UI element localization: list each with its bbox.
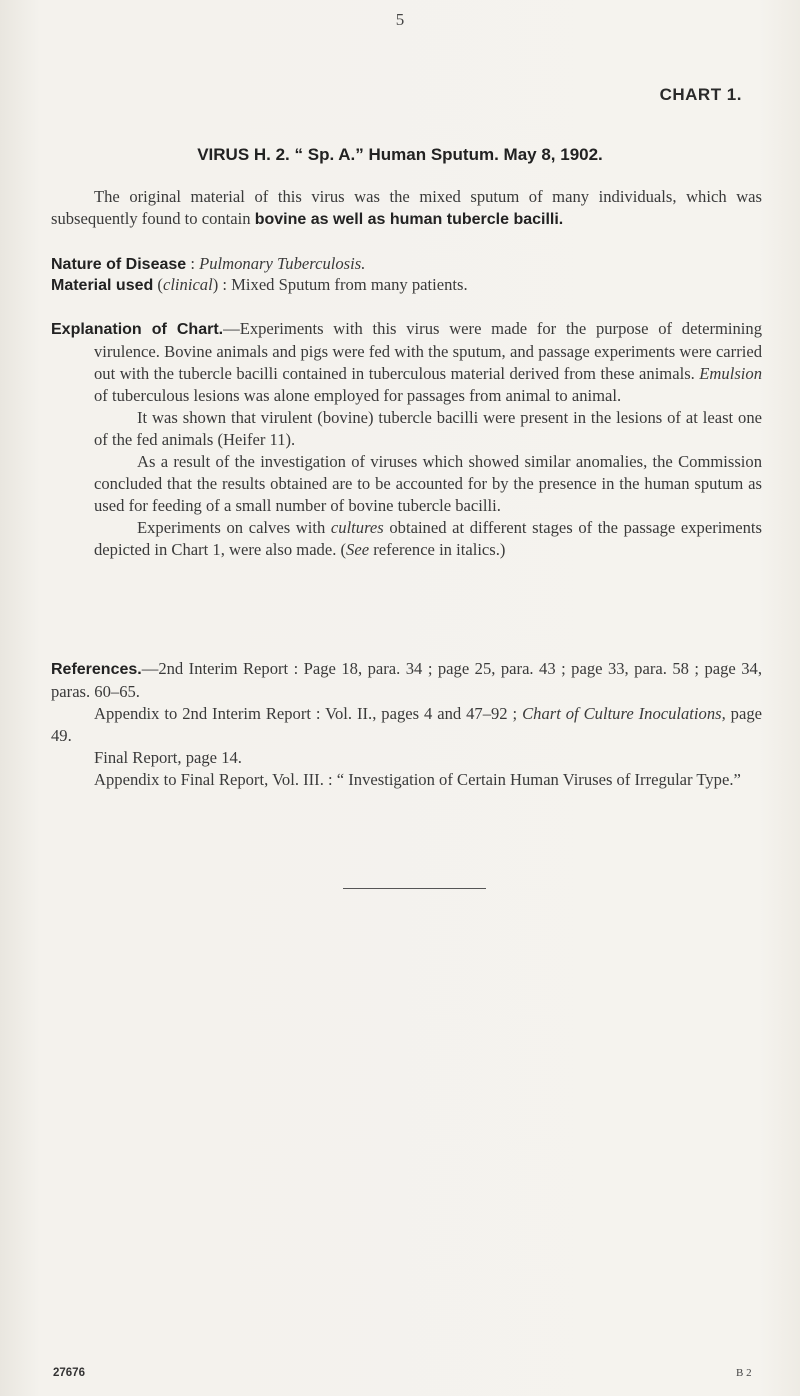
explanation-p4-see: See xyxy=(346,540,370,559)
nature-line xyxy=(51,253,762,276)
nature-value: Pulmonary Tuberculosis. xyxy=(199,254,366,273)
intro-paragraph xyxy=(51,186,762,231)
explanation-italic1: Emulsion xyxy=(699,364,762,383)
material-label: Material used xyxy=(51,277,154,294)
explanation-p1 xyxy=(51,318,762,407)
footer-signature: B 2 xyxy=(736,1367,752,1379)
material-line xyxy=(51,274,762,297)
footer-print-code: 27676 xyxy=(53,1367,85,1379)
references-line2-before: Appendix to 2nd Interim Report : Vol. II., pages 4 and 47–92 ; xyxy=(94,704,523,723)
explanation-label: Explanation of Chart. xyxy=(51,321,224,338)
page-number: 5 xyxy=(395,10,405,29)
nature-sep: : xyxy=(186,254,200,273)
references-line3: Final Report, page 14. xyxy=(94,748,242,767)
chart-label: CHART 1. xyxy=(659,85,742,104)
references-line2-italic: Chart of Culture Inoculations, xyxy=(522,704,726,723)
section-divider xyxy=(343,888,486,889)
explanation-p4-after: obtained at different stages of the passage experiments depicted in Chart 1, were also made. ( xyxy=(94,518,762,559)
intro-plain: The original material of this virus was the mixed sputum of many individuals, which was subsequently found to contain xyxy=(51,187,762,228)
explanation-p4 xyxy=(51,517,762,561)
intro-bold: bovine as well as human tubercle bacilli. xyxy=(254,211,564,228)
explanation-text1: —Experiments with this virus were made for the purpose of determining virulence. Bovine animals and pigs were fed with the sputum, and passage experiments were carried out with the tubercle bacilli contained in tuberculous material derived from these animals. xyxy=(94,319,762,383)
explanation-p3: As a result of the investigation of viruses which showed similar anomalies, the Commission concluded that the results obtained are to be accounted for by the presence in the human sputum as used for feeding of a small number of bovine tubercle bacilli. xyxy=(94,452,762,515)
material-value: : Mixed Sputum from many patients. xyxy=(218,275,468,294)
references-line4: Appendix to Final Report, Vol. III. : “ Investigation of Certain Human Viruses of Irregular Type.” xyxy=(94,770,741,789)
explanation-text2: of tuberculous lesions was alone employed for passages from animal to animal. xyxy=(94,386,622,405)
nature-text xyxy=(51,253,762,276)
explanation-p4-italic: cultures xyxy=(330,518,384,537)
explanation-p4-end: reference in italics.) xyxy=(369,540,506,559)
references-section xyxy=(51,658,762,791)
references-label: References. xyxy=(51,661,142,678)
nature-label: Nature of Disease xyxy=(51,256,187,273)
explanation-p4-before: Experiments on calves with xyxy=(137,518,331,537)
references-line1 xyxy=(51,658,762,703)
material-qualifier: clinical xyxy=(162,275,213,294)
page-title: VIRUS H. 2. “ Sp. A.” Human Sputum. May 8, 1902. xyxy=(197,145,603,164)
explanation-section xyxy=(51,318,762,561)
references-line1-text: —2nd Interim Report : Page 18, para. 34 ; page 25, para. 43 ; page 33, para. 58 ; page 34, paras. 60–65. xyxy=(51,659,762,701)
references-line2-after: page 49. xyxy=(51,704,762,745)
explanation-p2: It was shown that virulent (bovine) tubercle bacilli were present in the lesions of at least one of the fed animals (Heifer 11). xyxy=(94,408,762,449)
intro-text xyxy=(51,186,762,231)
references-line2 xyxy=(51,703,762,747)
material-text: Material used (clinical) : Mixed Sputum from many patients. xyxy=(51,275,468,294)
